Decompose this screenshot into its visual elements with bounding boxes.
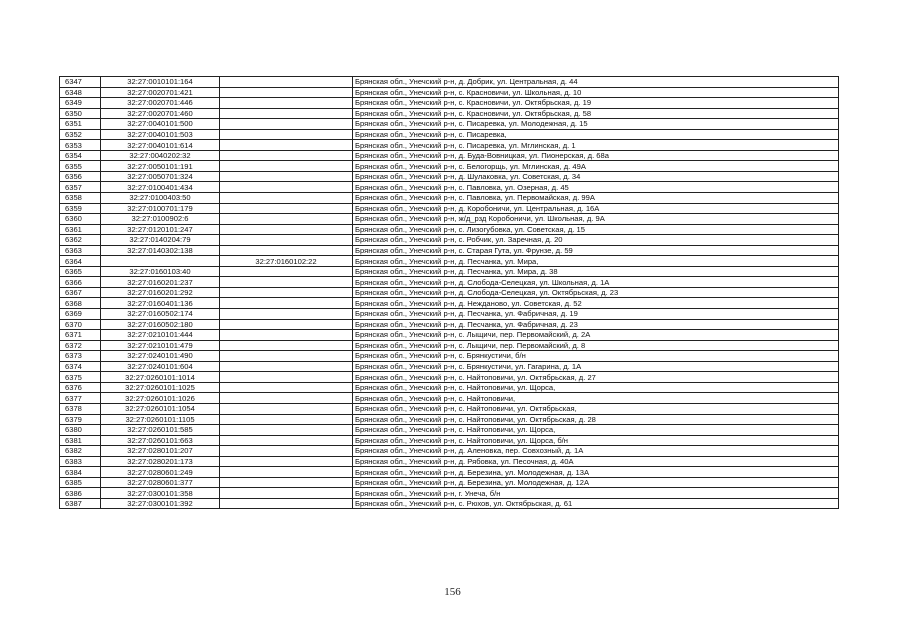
cadastral-number-alt-cell <box>220 456 353 467</box>
row-number-cell: 6387 <box>60 498 101 509</box>
cadastral-number-alt-cell <box>220 372 353 383</box>
table-row <box>60 150 839 161</box>
table-row <box>60 382 839 393</box>
table-row <box>60 266 839 277</box>
address-cell: Брянская обл., Унечский р-н, с. Найтоповичи, ул. Щорса, <box>353 382 839 393</box>
cadastral-number-cell: 32:27:0020701:460 <box>101 108 220 119</box>
cadastral-number-alt-cell <box>220 319 353 330</box>
address-cell: Брянская обл., Унечский р-н, д. Березина, ул. Молодежная, д. 13А <box>353 467 839 478</box>
cadastral-number-cell: 32:27:0040202:32 <box>101 150 220 161</box>
table-row <box>60 361 839 372</box>
address-cell: Брянская обл., Унечский р-н, д. Песчанка, ул. Фабричная, д. 19 <box>353 309 839 320</box>
table-row <box>60 330 839 341</box>
cadastral-number-alt-cell <box>220 235 353 246</box>
cadastral-number-cell: 32:27:0040101:500 <box>101 119 220 130</box>
address-cell: Брянская обл., Унечский р-н, д. Нежданово, ул. Советская, д. 52 <box>353 298 839 309</box>
row-number-cell: 6365 <box>60 266 101 277</box>
cadastral-number-alt-cell <box>220 414 353 425</box>
cadastral-number-alt-cell <box>220 203 353 214</box>
address-cell: Брянская обл., Унечский р-н, с. Робчик, ул. Заречная, д. 20 <box>353 235 839 246</box>
cadastral-number-alt-cell <box>220 108 353 119</box>
address-cell: Брянская обл., Унечский р-н, с. Красновичи, ул. Октябрьская, д. 19 <box>353 98 839 109</box>
address-cell: Брянская обл., Унечский р-н, с. Найтоповичи, ул. Щорса, б/н <box>353 435 839 446</box>
cadastral-number-alt-cell <box>220 351 353 362</box>
row-number-cell: 6362 <box>60 235 101 246</box>
address-cell: Брянская обл., Унечский р-н, с. Павловка, ул. Озерная, д. 45 <box>353 182 839 193</box>
address-cell: Брянская обл., Унечский р-н, с. Найтоповичи, ул. Октябрьская, <box>353 403 839 414</box>
address-cell: Брянская обл., Унечский р-н, с. Лыщичи, пер. Первомайский, д. 8 <box>353 340 839 351</box>
cadastral-number-cell: 32:27:0260101:1054 <box>101 403 220 414</box>
row-number-cell: 6372 <box>60 340 101 351</box>
cadastral-number-alt-cell <box>220 224 353 235</box>
cadastral-number-alt-cell <box>220 150 353 161</box>
table-row <box>60 287 839 298</box>
table-row <box>60 235 839 246</box>
cadastral-number-cell: 32:27:0140204:79 <box>101 235 220 246</box>
row-number-cell: 6376 <box>60 382 101 393</box>
cadastral-number-cell: 32:27:0100701:179 <box>101 203 220 214</box>
cadastral-number-cell <box>101 256 220 267</box>
cadastral-number-cell: 32:27:0280101:207 <box>101 446 220 457</box>
table-row <box>60 351 839 362</box>
table-row <box>60 108 839 119</box>
table-row <box>60 298 839 309</box>
row-number-cell: 6371 <box>60 330 101 341</box>
address-cell: Брянская обл., Унечский р-н, с. Лыщичи, пер. Первомайский, д. 2А <box>353 330 839 341</box>
table-row <box>60 171 839 182</box>
page-number: 156 <box>444 586 461 598</box>
table-row <box>60 256 839 267</box>
cadastral-number-cell: 32:27:0160502:180 <box>101 319 220 330</box>
row-number-cell: 6363 <box>60 245 101 256</box>
cadastral-number-alt-cell <box>220 171 353 182</box>
row-number-cell: 6354 <box>60 150 101 161</box>
cadastral-number-cell: 32:27:0040101:503 <box>101 129 220 140</box>
table-row <box>60 245 839 256</box>
row-number-cell: 6364 <box>60 256 101 267</box>
table-row <box>60 87 839 98</box>
row-number-cell: 6353 <box>60 140 101 151</box>
cadastral-number-cell: 32:27:0100401:434 <box>101 182 220 193</box>
address-cell: Брянская обл., Унечский р-н, с. Брянкустичи, б/н <box>353 351 839 362</box>
cadastral-number-alt-cell <box>220 330 353 341</box>
cadastral-number-cell: 32:27:0260101:585 <box>101 425 220 436</box>
row-number-cell: 6359 <box>60 203 101 214</box>
address-cell: Брянская обл., Унечский р-н, с. Найтоповичи, ул. Октябрьская, д. 28 <box>353 414 839 425</box>
cadastral-number-alt-cell <box>220 266 353 277</box>
cadastral-number-alt-cell: 32:27:0160102:22 <box>220 256 353 267</box>
address-cell: Брянская обл., Унечский р-н, д. Добрик, ул. Центральная, д. 44 <box>353 77 839 88</box>
address-cell: Брянская обл., Унечский р-н, ж/д_рзд Коробоничи, ул. Школьная, д. 9А <box>353 214 839 225</box>
table-body <box>60 77 839 509</box>
cadastral-number-cell: 32:27:0050101:191 <box>101 161 220 172</box>
row-number-cell: 6378 <box>60 403 101 414</box>
table-row <box>60 129 839 140</box>
cadastral-number-alt-cell <box>220 87 353 98</box>
row-number-cell: 6350 <box>60 108 101 119</box>
table-row <box>60 467 839 478</box>
address-cell: Брянская обл., Унечский р-н, д. Березина, ул. Молодежная, д. 12А <box>353 477 839 488</box>
address-cell: Брянская обл., Унечский р-н, с. Найтоповичи, <box>353 393 839 404</box>
cadastral-number-cell: 32:27:0100403:50 <box>101 193 220 204</box>
row-number-cell: 6379 <box>60 414 101 425</box>
row-number-cell: 6370 <box>60 319 101 330</box>
table-row <box>60 161 839 172</box>
row-number-cell: 6348 <box>60 87 101 98</box>
cadastral-number-alt-cell <box>220 488 353 499</box>
address-cell: Брянская обл., Унечский р-н, с. Павловка, ул. Первомайская, д. 99А <box>353 193 839 204</box>
cadastral-number-cell: 32:27:0260101:1105 <box>101 414 220 425</box>
cadastral-number-cell: 32:27:0260101:663 <box>101 435 220 446</box>
cadastral-number-alt-cell <box>220 298 353 309</box>
cadastral-number-cell: 32:27:0210101:479 <box>101 340 220 351</box>
table-row <box>60 456 839 467</box>
cadastral-number-alt-cell <box>220 77 353 88</box>
table-row <box>60 98 839 109</box>
cadastral-number-cell: 32:27:0260101:1026 <box>101 393 220 404</box>
cadastral-number-alt-cell <box>220 361 353 372</box>
cadastral-number-alt-cell <box>220 382 353 393</box>
row-number-cell: 6357 <box>60 182 101 193</box>
cadastral-number-alt-cell <box>220 498 353 509</box>
cadastral-number-cell: 32:27:0260101:1025 <box>101 382 220 393</box>
row-number-cell: 6382 <box>60 446 101 457</box>
cadastral-number-cell: 32:27:0010101:164 <box>101 77 220 88</box>
row-number-cell: 6361 <box>60 224 101 235</box>
cadastral-number-cell: 32:27:0160103:40 <box>101 266 220 277</box>
cadastral-number-cell: 32:27:0160401:136 <box>101 298 220 309</box>
cadastral-number-alt-cell <box>220 214 353 225</box>
row-number-cell: 6374 <box>60 361 101 372</box>
cadastral-number-alt-cell <box>220 446 353 457</box>
table-row <box>60 488 839 499</box>
cadastral-number-cell: 32:27:0160502:174 <box>101 309 220 320</box>
cadastral-number-cell: 32:27:0300101:358 <box>101 488 220 499</box>
table-row <box>60 277 839 288</box>
table-row <box>60 435 839 446</box>
address-cell: Брянская обл., Унечский р-н, с. Найтоповичи, ул. Щорса, <box>353 425 839 436</box>
address-cell: Брянская обл., Унечский р-н, с. Брянкустичи, ул. Гагарина, д. 1А <box>353 361 839 372</box>
address-cell: Брянская обл., Унечский р-н, г. Унеча, б/н <box>353 488 839 499</box>
row-number-cell: 6373 <box>60 351 101 362</box>
cadastral-number-alt-cell <box>220 403 353 414</box>
row-number-cell: 6385 <box>60 477 101 488</box>
row-number-cell: 6349 <box>60 98 101 109</box>
table-row <box>60 425 839 436</box>
table-row <box>60 477 839 488</box>
table-row <box>60 309 839 320</box>
cadastral-number-cell: 32:27:0120101:247 <box>101 224 220 235</box>
address-cell: Брянская обл., Унечский р-н, с. Найтоповичи, ул. Октябрьская, д. 27 <box>353 372 839 383</box>
address-cell: Брянская обл., Унечский р-н, с. Красновичи, ул. Школьная, д. 10 <box>353 87 839 98</box>
address-cell: Брянская обл., Унечский р-н, с. Белогорщь, ул. Мглинская, д. 49А <box>353 161 839 172</box>
cadastral-number-alt-cell <box>220 140 353 151</box>
cadastral-number-cell: 32:27:0240101:490 <box>101 351 220 362</box>
cadastral-number-cell: 32:27:0160201:237 <box>101 277 220 288</box>
table-row <box>60 140 839 151</box>
cadastral-number-alt-cell <box>220 393 353 404</box>
table-row <box>60 319 839 330</box>
table-row <box>60 77 839 88</box>
cadastral-number-alt-cell <box>220 477 353 488</box>
table-row <box>60 214 839 225</box>
cadastral-number-cell: 32:27:0240101:604 <box>101 361 220 372</box>
cadastral-number-alt-cell <box>220 287 353 298</box>
address-cell: Брянская обл., Унечский р-н, с. Писаревка, ул. Молодежная, д. 15 <box>353 119 839 130</box>
table-row <box>60 446 839 457</box>
cadastral-number-alt-cell <box>220 435 353 446</box>
row-number-cell: 6377 <box>60 393 101 404</box>
row-number-cell: 6383 <box>60 456 101 467</box>
address-cell: Брянская обл., Унечский р-н, с. Писаревка, ул. Мглинская, д. 1 <box>353 140 839 151</box>
table-row <box>60 498 839 509</box>
table-row <box>60 182 839 193</box>
row-number-cell: 6369 <box>60 309 101 320</box>
address-cell: Брянская обл., Унечский р-н, д. Шулаковка, ул. Советская, д. 34 <box>353 171 839 182</box>
cadastral-number-cell: 32:27:0140302:138 <box>101 245 220 256</box>
row-number-cell: 6381 <box>60 435 101 446</box>
row-number-cell: 6380 <box>60 425 101 436</box>
cadastral-number-alt-cell <box>220 161 353 172</box>
cadastral-number-alt-cell <box>220 340 353 351</box>
row-number-cell: 6375 <box>60 372 101 383</box>
cadastral-number-cell: 32:27:0210101:444 <box>101 330 220 341</box>
address-cell: Брянская обл., Унечский р-н, д. Песчанка, ул. Мира, д. 38 <box>353 266 839 277</box>
cadastral-number-cell: 32:27:0020701:421 <box>101 87 220 98</box>
address-cell: Брянская обл., Унечский р-н, с. Рюхов, ул. Октябрьская, д. 61 <box>353 498 839 509</box>
cadastral-number-alt-cell <box>220 277 353 288</box>
cadastral-number-cell: 32:27:0040101:614 <box>101 140 220 151</box>
row-number-cell: 6352 <box>60 129 101 140</box>
address-cell: Брянская обл., Унечский р-н, д. Слобода-Селецкая, ул. Школьная, д. 1А <box>353 277 839 288</box>
table-row <box>60 403 839 414</box>
row-number-cell: 6347 <box>60 77 101 88</box>
table-row <box>60 119 839 130</box>
table-row <box>60 414 839 425</box>
table-row <box>60 224 839 235</box>
cadastral-number-cell: 32:27:0160201:292 <box>101 287 220 298</box>
table-row <box>60 393 839 404</box>
row-number-cell: 6366 <box>60 277 101 288</box>
row-number-cell: 6351 <box>60 119 101 130</box>
cadastral-number-alt-cell <box>220 425 353 436</box>
address-cell: Брянская обл., Унечский р-н, д. Песчанка, ул. Фабричная, д. 23 <box>353 319 839 330</box>
cadastral-number-cell: 32:27:0280201:173 <box>101 456 220 467</box>
address-cell: Брянская обл., Унечский р-н, с. Красновичи, ул. Октябрьская, д. 58 <box>353 108 839 119</box>
address-cell: Брянская обл., Унечский р-н, д. Аленовка, пер. Совхозный, д. 1А <box>353 446 839 457</box>
row-number-cell: 6356 <box>60 171 101 182</box>
cadastral-number-cell: 32:27:0300101:392 <box>101 498 220 509</box>
cadastral-number-cell: 32:27:0280601:377 <box>101 477 220 488</box>
cadastral-number-alt-cell <box>220 119 353 130</box>
cadastral-number-alt-cell <box>220 182 353 193</box>
address-cell: Брянская обл., Унечский р-н, с. Писаревка, <box>353 129 839 140</box>
address-cell: Брянская обл., Унечский р-н, д. Слобода-Селецкая, ул. Октябрьская, д. 23 <box>353 287 839 298</box>
row-number-cell: 6360 <box>60 214 101 225</box>
address-cell: Брянская обл., Унечский р-н, с. Старая Гута, ул. Фрунзе, д. 59 <box>353 245 839 256</box>
table-row <box>60 340 839 351</box>
cadastral-number-cell: 32:27:0050701:324 <box>101 171 220 182</box>
row-number-cell: 6384 <box>60 467 101 478</box>
address-cell: Брянская обл., Унечский р-н, с. Лизогубовка, ул. Советская, д. 15 <box>353 224 839 235</box>
cadastral-number-cell: 32:27:0260101:1014 <box>101 372 220 383</box>
row-number-cell: 6386 <box>60 488 101 499</box>
cadastral-number-alt-cell <box>220 193 353 204</box>
address-cell: Брянская обл., Унечский р-н, д. Рябовка, ул. Песочная, д. 40А <box>353 456 839 467</box>
cadastral-number-alt-cell <box>220 467 353 478</box>
table-row <box>60 193 839 204</box>
table-row <box>60 372 839 383</box>
table-row <box>60 203 839 214</box>
cadastral-number-cell: 32:27:0020701:446 <box>101 98 220 109</box>
cadastral-number-alt-cell <box>220 98 353 109</box>
row-number-cell: 6367 <box>60 287 101 298</box>
address-cell: Брянская обл., Унечский р-н, д. Песчанка, ул. Мира, <box>353 256 839 267</box>
cadastral-table <box>59 76 839 509</box>
row-number-cell: 6368 <box>60 298 101 309</box>
address-cell: Брянская обл., Унечский р-н, д. Буда-Вовницкая, ул. Пионерская, д. 68а <box>353 150 839 161</box>
cadastral-number-alt-cell <box>220 309 353 320</box>
row-number-cell: 6355 <box>60 161 101 172</box>
row-number-cell: 6358 <box>60 193 101 204</box>
cadastral-number-cell: 32:27:0280601:249 <box>101 467 220 478</box>
address-cell: Брянская обл., Унечский р-н, д. Коробоничи, ул. Центральная, д. 16А <box>353 203 839 214</box>
cadastral-number-alt-cell <box>220 245 353 256</box>
cadastral-number-cell: 32:27:0100902:6 <box>101 214 220 225</box>
cadastral-number-alt-cell <box>220 129 353 140</box>
